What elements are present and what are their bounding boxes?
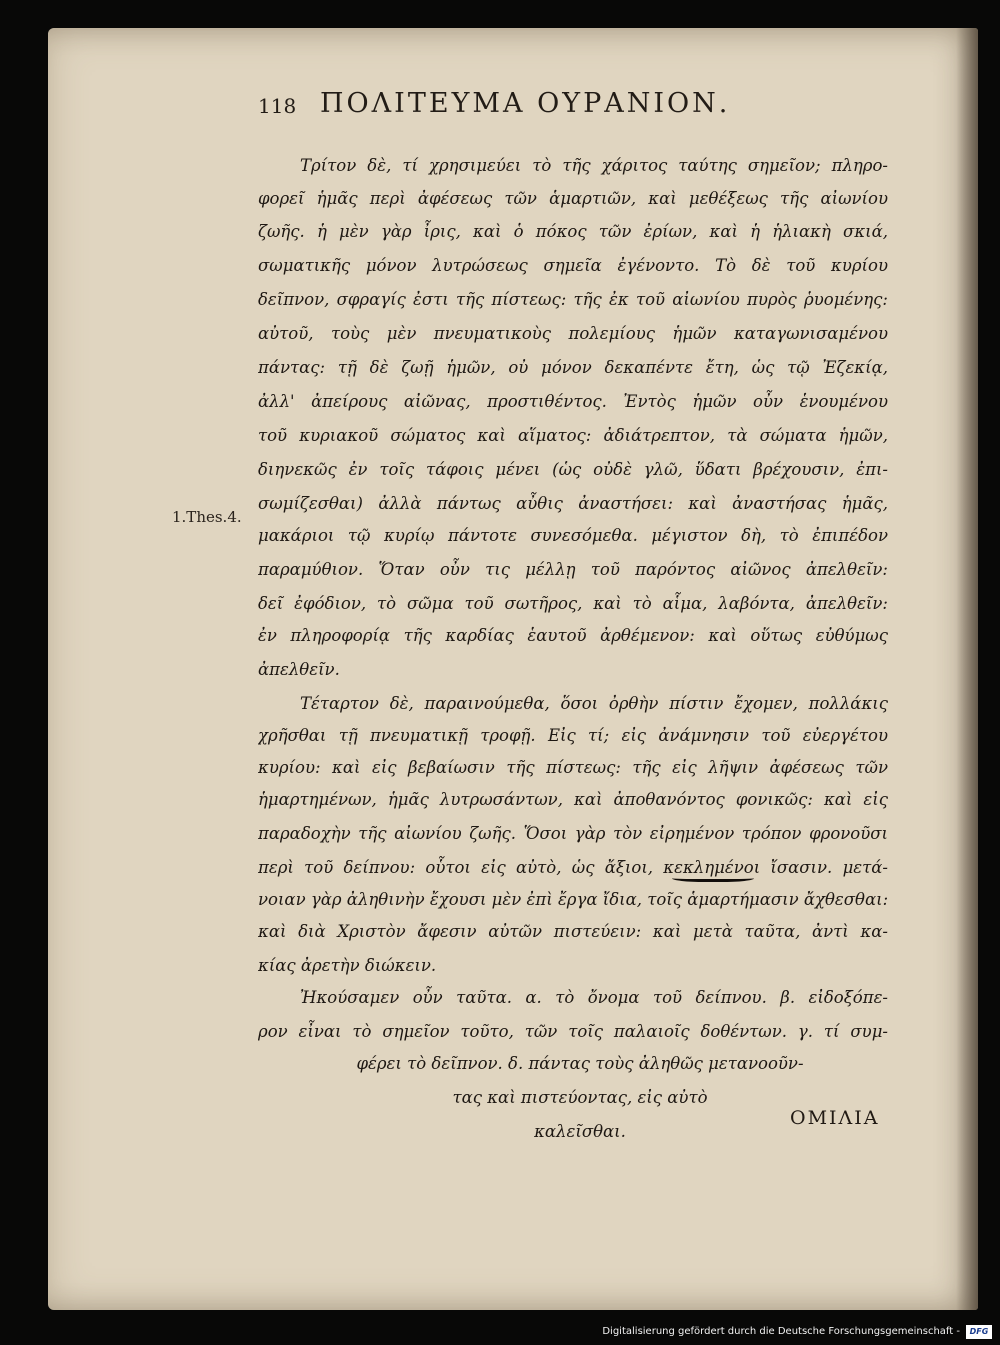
text-line: ἐν πληροφορίᾳ τῆς καρδίας ἑαυτοῦ ἀρθέμενον: καὶ οὕτως εὐθύμως <box>258 626 888 645</box>
text-line: Τέταρτον δὲ, παραινούμεθα, ὅσοι ὀρθὴν πίστιν ἔχομεν, πολλάκις <box>300 694 888 713</box>
text-line: ζωῆς. ἡ μὲν γὰρ ἶρις, καὶ ὁ πόκος τῶν ἐρίων, καὶ ἡ ἡλιακὴ σκιά, <box>258 222 888 241</box>
footer-credit: Digitalisierung gefördert durch die Deutsche Forschungsgemeinschaft - <box>602 1326 960 1337</box>
page-number: 118 <box>258 94 297 118</box>
text-line: δεῖπνον, σφραγίς ἐστι τῆς πίστεως: τῆς ἐκ τοῦ αἰωνίου πυρὸς ῥυομένης: <box>258 290 888 309</box>
margin-reference-note: 1.Thes.4. <box>172 508 242 526</box>
text-line: κίας ἀρετὴν διώκειν. <box>258 956 437 975</box>
text-line: κυρίου: καὶ εἰς βεβαίωσιν τῆς πίστεως: τῆς εἰς λῆψιν ἀφέσεως τῶν <box>258 758 888 777</box>
text-line: Τρίτον δὲ, τί χρησιμεύει τὸ τῆς χάριτος ταύτης σημεῖον; πληρο- <box>300 156 888 175</box>
text-line: Ἠκούσαμεν οὖν ταῦτα. α. τὸ ὄνομα τοῦ δείπνου. β. εἰδοξόπε- <box>300 988 888 1007</box>
running-title: ΠΟΛΙΤΕΥΜΑ ΟΥΡΑΝΙΟΝ. <box>320 88 731 119</box>
text-line: τας καὶ πιστεύοντας, εἰς αὐτὸ <box>452 1088 708 1107</box>
catchword: ΟΜΙΛΙΑ <box>790 1107 880 1129</box>
text-line: παραμύθιον. Ὅταν οὖν τις μέλλῃ τοῦ παρόντος αἰῶνος ἀπελθεῖν: <box>258 560 888 579</box>
text-line: φορεῖ ἡμᾶς περὶ ἀφέσεως τῶν ἁμαρτιῶν, καὶ μεθέξεως τῆς αἰωνίου <box>258 189 888 208</box>
text-line: τοῦ κυριακοῦ σώματος καὶ αἵματος: ἀδιάτρεπτον, τὰ σώματα ἡμῶν, <box>258 426 888 445</box>
digitization-footer <box>0 1322 1000 1345</box>
dfg-logo-icon: DFG <box>966 1325 992 1339</box>
text-line: παραδοχὴν τῆς αἰωνίου ζωῆς. Ὅσοι γὰρ τὸν εἰρημένον τρόπον φρονοῦσι <box>258 824 888 843</box>
text-line: καὶ διὰ Χριστὸν ἄφεσιν αὐτῶν πιστεύειν: καὶ μετὰ ταῦτα, ἀντὶ κα- <box>258 922 888 941</box>
text-line: ρον εἶναι τὸ σημεῖον τοῦτο, τῶν τοῖς παλαιοῖς δοθέντων. γ. τί συμ- <box>258 1022 888 1041</box>
text-line: ἡμαρτημένων, ἡμᾶς λυτρωσάντων, καὶ ἀποθανόντος φονικῶς: καὶ εἰς <box>258 790 888 809</box>
page-header <box>258 86 818 126</box>
text-line: νοιαν γὰρ ἀληθινὴν ἔχουσι μὲν ἐπὶ ἔργα ἴδια, τοῖς ἁμαρτήμασιν ἄχθεσθαι: <box>258 890 888 909</box>
handwritten-underline <box>672 873 754 882</box>
text-line: περὶ τοῦ δείπνου: οὗτοι εἰς αὐτὸ, ὡς ἄξιοι, κεκλημένοι ἴσασιν. μετά- <box>258 858 888 877</box>
text-line: σωμίζεσθαι) ἀλλὰ πάντως αὖθις ἀναστήσει: καὶ ἀναστήσας ἡμᾶς, <box>258 494 888 513</box>
page-gutter-shadow <box>956 28 978 1310</box>
text-line: ἀπελθεῖν. <box>258 660 340 679</box>
text-line: δεῖ ἐφόδιον, τὸ σῶμα τοῦ σωτῆρος, καὶ τὸ αἷμα, λαβόντα, ἀπελθεῖν: <box>258 594 888 613</box>
text-line: πάντας: τῇ δὲ ζωῇ ἡμῶν, οὐ μόνον δεκαπέντε ἔτη, ὡς τῷ Ἐζεκίᾳ, <box>258 358 888 377</box>
text-line: φέρει τὸ δεῖπνον. δ. πάντας τοὺς ἀληθῶς μετανοοῦν- <box>356 1054 804 1073</box>
text-line: διηνεκῶς ἐν τοῖς τάφοις μένει (ὡς οὐδὲ γλῶ, ὕδατι βρέχουσιν, ἐπι- <box>258 460 888 479</box>
text-line: χρῆσθαι τῇ πνευματικῇ τροφῇ. Εἰς τί; εἰς ἀνάμνησιν τοῦ εὐεργέτου <box>258 726 888 745</box>
text-line: καλεῖσθαι. <box>534 1122 626 1141</box>
text-line: αὐτοῦ, τοὺς μὲν πνευματικοὺς πολεμίους ἡμῶν καταγωνισαμένου <box>258 324 888 343</box>
text-line: σωματικῆς μόνον λυτρώσεως σημεῖα ἐγένοντο. Τὸ δὲ τοῦ κυρίου <box>258 256 888 275</box>
text-line: ἀλλ' ἀπείρους αἰῶνας, προστιθέντος. Ἐντὸς ἡμῶν οὖν ἑνουμένου <box>258 392 888 411</box>
text-line: μακάριοι τῷ κυρίῳ πάντοτε συνεσόμεθα. μέγιστον δὴ, τὸ ἐπιπέδον <box>258 526 888 545</box>
